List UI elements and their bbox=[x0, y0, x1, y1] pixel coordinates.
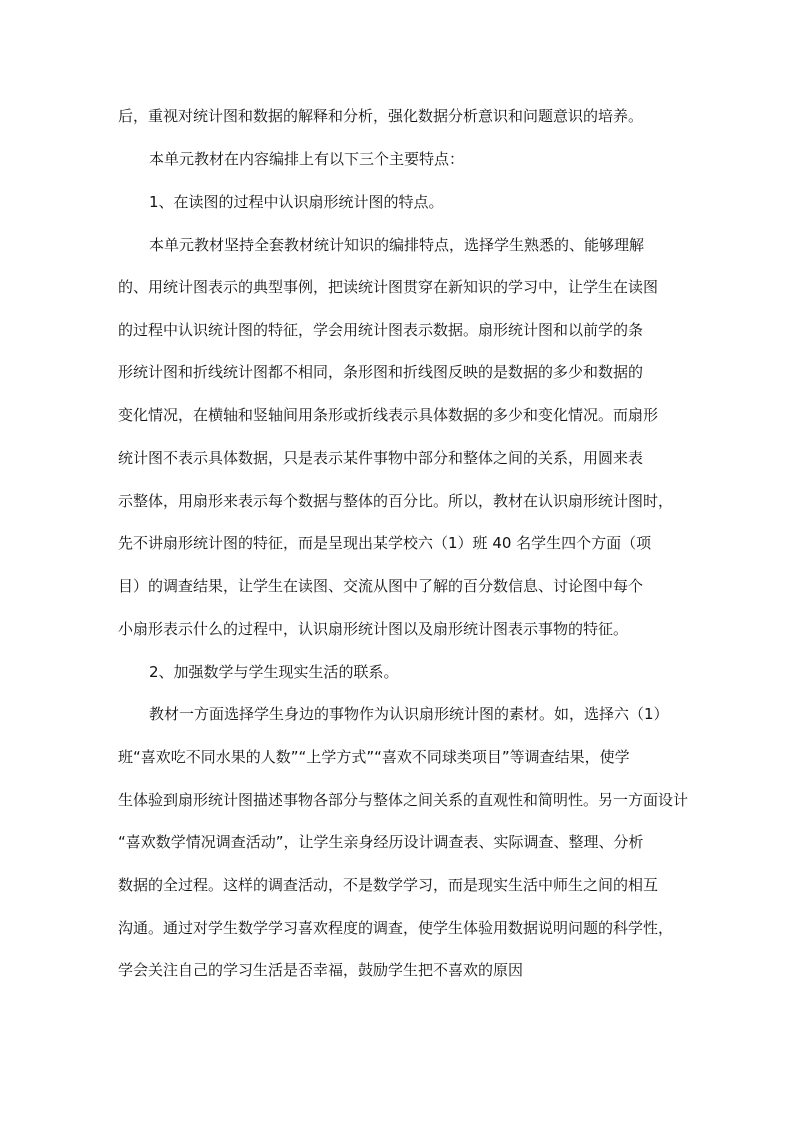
text-line: 形统计图和折线统计图都不相同，条形图和折线图反映的是数据的多少和数据的 bbox=[118, 363, 644, 381]
text-line: 的、用统计图表示的典型事例，把读统计图贯穿在新知识的学习中，让学生在读图 bbox=[118, 278, 659, 296]
text-line: 本单元教材在内容编排上有以下三个主要特点： bbox=[149, 150, 465, 168]
text-line: 的过程中认识统计图的特征，学会用统计图表示数据。扇形统计图和以前学的条 bbox=[118, 321, 644, 339]
text-line: 数据的全过程。这样的调查活动，不是数学学习，而是现实生活中师生之间的相互 bbox=[118, 876, 659, 894]
text-line: 先不讲扇形统计图的特征，而是呈现出某学校六（1）班 40 名学生四个方面（项 bbox=[118, 534, 652, 552]
text-line: 小扇形表示什么的过程中，认识扇形统计图以及扇形统计图表示事物的特征。 bbox=[118, 620, 629, 638]
text-line: 统计图不表示具体数据，只是表示某件事物中部分和整体之间的关系，用圆来表 bbox=[118, 449, 644, 467]
text-line: 教材一方面选择学生身边的事物作为认识扇形统计图的素材。如，选择六（1） bbox=[149, 705, 669, 723]
text-line: 本单元教材坚持全套教材统计知识的编排特点，选择学生熟悉的、能够理解 bbox=[149, 236, 645, 254]
text-line: 班“喜欢吃不同水果的人数”“上学方式”“喜欢不同球类项目”等调查结果，使学 bbox=[118, 748, 630, 766]
text-line: 学会关注自己的学习生活是否幸福，鼓励学生把不喜欢的原因 bbox=[118, 961, 524, 979]
text-line: 后，重视对统计图和数据的解释和分析，强化数据分析意识和问题意识的培养。 bbox=[118, 107, 644, 125]
text-line: 2、加强数学与学生现实生活的联系。 bbox=[149, 663, 399, 681]
text-line: “喜欢数学情况调查活动”，让学生亲身经历设计调查表、实际调查、整理、分析 bbox=[118, 833, 644, 851]
text-line: 沟通。通过对学生数学学习喜欢程度的调查，使学生体验用数据说明问题的科学性， bbox=[118, 919, 674, 937]
text-line: 1、在读图的过程中认识扇形统计图的特点。 bbox=[149, 193, 444, 211]
text-line: 示整体，用扇形来表示每个数据与整体的百分比。所以，教材在认识扇形统计图时， bbox=[118, 492, 674, 510]
text-line: 生体验到扇形统计图描述事物各部分与整体之间关系的直观性和简明性。另一方面设计 bbox=[118, 791, 689, 809]
text-line: 目）的调查结果，让学生在读图、交流从图中了解的百分数信息、讨论图中每个 bbox=[118, 577, 644, 595]
text-line: 变化情况，在横轴和竖轴间用条形或折线表示具体数据的多少和变化情况。而扇形 bbox=[118, 406, 659, 424]
